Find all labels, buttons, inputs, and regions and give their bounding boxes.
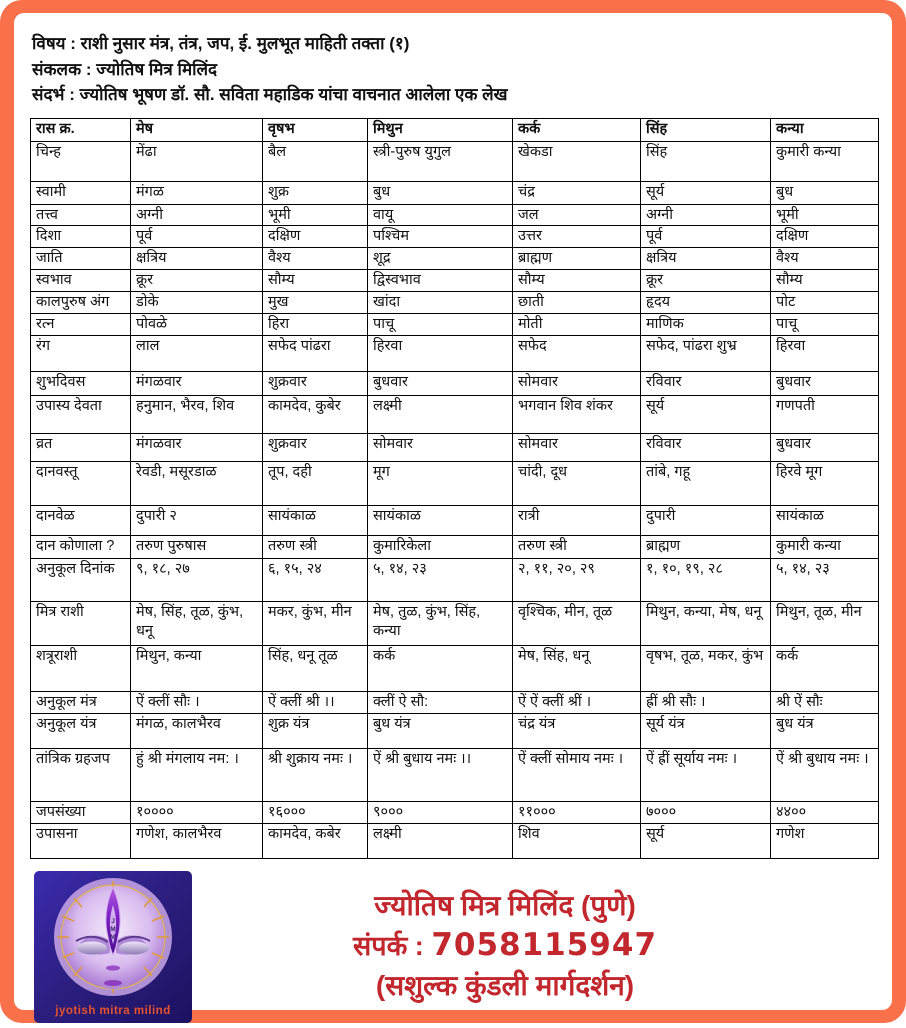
table-cell: ६, १५, २४ [263,558,368,601]
table-cell: माणिक [641,313,771,335]
table-cell: तूप, दही [263,461,368,505]
table-cell: पाचू [368,313,513,335]
table-cell: अग्नी [131,204,263,226]
table-cell: क्रूर [131,270,263,292]
row-label: उपासना [31,823,131,858]
table-cell: कामदेव, कुबेर [263,395,368,433]
table-cell: सायंकाळ [368,505,513,535]
phone-number: 7058115947 [431,926,658,963]
table-cell: शुक्रवार [263,433,368,461]
column-header: कर्क [513,118,641,141]
table-cell: सिंह [641,141,771,181]
footer-note: (सशुल्क कुंडली मार्गदर्शन) [375,969,635,1001]
table-row [31,801,879,823]
row-label: दानवस्तू [31,461,131,505]
table-row [31,433,879,461]
table-cell: वायू [368,204,513,226]
table-cell: जल [513,204,641,226]
table-cell: हिरवा [368,335,513,371]
table-cell: सूर्य [641,395,771,433]
table-row [31,141,879,181]
table-cell: बुध [368,181,513,204]
contact-label: संपर्क : [352,930,432,961]
table-cell: लाल [131,335,263,371]
table-cell: भूमी [263,204,368,226]
table-cell: रेवडी, मसूरडाळ [131,461,263,505]
table-cell: पोवळे [131,313,263,335]
table-cell: शुक्र [263,181,368,204]
table-cell: मेंढा [131,141,263,181]
row-label: अनुकूल दिनांक [31,558,131,601]
info-table [30,118,879,859]
table-cell: लक्ष्मी [368,395,513,433]
table-cell: उत्तर [513,226,641,248]
table-cell: बुध यंत्र [771,713,879,748]
table-cell: पाचू [771,313,879,335]
table-cell: शुक्र यंत्र [263,713,368,748]
table-cell: १०००० [131,801,263,823]
document-header [32,31,878,108]
table-cell: खेकडा [513,141,641,181]
table-row [31,226,879,248]
table-cell: कुमारी कन्या [771,141,879,181]
table-cell: वैश्य [771,248,879,270]
table-row [31,313,879,335]
table-cell: ऐं श्री बुधाय नमः ।। [368,748,513,801]
logo-monogram: J [111,917,115,925]
table-cell: १६००० [263,801,368,823]
table-cell: बुधवार [771,433,879,461]
table-cell: हृदय [641,291,771,313]
column-header: सिंह [641,118,771,141]
table-cell: ब्राह्मण [641,535,771,558]
table-row [31,601,879,645]
row-label: दिशा [31,226,131,248]
row-label: शत्रूराशी [31,645,131,691]
table-cell: दक्षिण [771,226,879,248]
table-row [31,823,879,858]
table-cell: शुक्रवार [263,371,368,395]
table-cell: भगवान शिव शंकर [513,395,641,433]
table-cell: खांदा [368,291,513,313]
table-cell: श्री ऐं सौः [771,691,879,713]
compiler-line: संकलक : ज्योतिष मित्र मिलिंद [32,59,218,79]
table-cell: २, ११, २०, २९ [513,558,641,601]
table-row [31,558,879,601]
footer-contact-block [192,871,878,1004]
table-cell: सूर्य [641,181,771,204]
table-cell: अग्नी [641,204,771,226]
table-cell: तांबे, गहू [641,461,771,505]
table-cell: रविवार [641,433,771,461]
table-row [31,535,879,558]
table-row [31,505,879,535]
table-cell: तरुण स्त्री [513,535,641,558]
document-sheet [14,13,892,1017]
table-cell: रात्री [513,505,641,535]
table-cell: तरुण स्त्री [263,535,368,558]
table-cell: सफेद [513,335,641,371]
table-cell: क्रूर [641,270,771,292]
table-cell: १, १०, १९, २८ [641,558,771,601]
table-cell: हिरवे मूग [771,461,879,505]
row-label: तांत्रिक ग्रहजप [31,748,131,801]
table-cell: गणपती [771,395,879,433]
table-row [31,691,879,713]
table-cell: मंगळ, कालभैरव [131,713,263,748]
table-cell: ९००० [368,801,513,823]
table-row [31,395,879,433]
table-cell: ऐं ह्रीं सूर्याय नमः । [641,748,771,801]
table-row [31,713,879,748]
table-cell: मिथुन, कन्या [131,645,263,691]
table-cell: चांदी, दूध [513,461,641,505]
table-cell: कुमारिकेला [368,535,513,558]
table-cell: मुख [263,291,368,313]
table-cell: मंगळवार [131,371,263,395]
table-cell: हिरा [263,313,368,335]
reference-line: संदर्भ : ज्योतिष भूषण डॉ. सौ. सविता महाडिक यांचा वाचनात आलेला एक लेख [32,85,508,104]
table-cell: मेष, सिंह, धनू [513,645,641,691]
table-cell: ऐं क्लीं सोमाय नमः । [513,748,641,801]
table-cell: वृषभ, तूळ, मकर, कुंभ [641,645,771,691]
table-cell: मकर, कुंभ, मीन [263,601,368,645]
table-cell: बुधवार [368,371,513,395]
table-cell: श्री शुक्राय नमः । [263,748,368,801]
table-cell: मंगळवार [131,433,263,461]
table-cell: सौम्य [513,270,641,292]
logo-caption: jyotish mitra milind [55,1004,171,1017]
row-label: स्वभाव [31,270,131,292]
table-row [31,181,879,204]
table-cell: दुपारी २ [131,505,263,535]
table-cell: चंद्र यंत्र [513,713,641,748]
row-label: दान कोणाला ? [31,535,131,558]
row-label: तत्त्व [31,204,131,226]
row-label: दानवेळ [31,505,131,535]
table-cell: ९, १८, २७ [131,558,263,601]
table-cell: सूर्य यंत्र [641,713,771,748]
subject-line: विषय : राशी नुसार मंत्र, तंत्र, जप, ई. मुलभूत माहिती तक्ता (१) [32,34,410,53]
table-cell: क्षत्रिय [641,248,771,270]
table-cell: वैश्य [263,248,368,270]
table-cell: क्लीं ऐ सौ: [368,691,513,713]
table-cell: पश्चिम [368,226,513,248]
table-cell: सूर्य [641,823,771,858]
table-cell: सोमवार [513,433,641,461]
table-row [31,291,879,313]
table-cell: सफेद पांढरा [263,335,368,371]
table-cell: ब्राह्मण [513,248,641,270]
column-header: मेष [131,118,263,141]
table-row [31,748,879,801]
column-header: वृषभ [263,118,368,141]
table-cell: ४४०० [771,801,879,823]
table-cell: गणेश [771,823,879,858]
table-cell: कर्क [771,645,879,691]
table-cell: गणेश, कालभैरव [131,823,263,858]
table-cell: ११००० [513,801,641,823]
row-label: चिन्ह [31,141,131,181]
footer [28,871,878,1028]
table-cell: छाती [513,291,641,313]
corner-header: रास क्र. [31,118,131,141]
logo-image [34,871,192,1023]
table-cell: डोके [131,291,263,313]
table-cell: मंगळ [131,181,263,204]
table-cell: बुधवार [771,371,879,395]
row-label: मित्र राशी [31,601,131,645]
table-row [31,204,879,226]
table-cell: मिथुन, तूळ, मीन [771,601,879,645]
table-cell: कर्क [368,645,513,691]
table-cell: हनुमान, भैरव, शिव [131,395,263,433]
table-cell: बैल [263,141,368,181]
svg-text:M: M [110,925,116,933]
table-cell: सौम्य [771,270,879,292]
table-cell: भूमी [771,204,879,226]
table-cell: दक्षिण [263,226,368,248]
table-cell: ऐं श्री बुधाय नमः । [771,748,879,801]
table-cell: कामदेव, कबेर [263,823,368,858]
table-row [31,248,879,270]
table-row [31,461,879,505]
table-cell: हुं श्री मंगलाय नम: । [131,748,263,801]
table-cell: सफेद, पांढरा शुभ्र [641,335,771,371]
table-cell: ५, १४, २३ [368,558,513,601]
table-row [31,270,879,292]
table-cell: सिंह, धनू तूळ [263,645,368,691]
footer-contact-line [192,925,818,967]
table-cell: बुध यंत्र [368,713,513,748]
row-label: जाति [31,248,131,270]
table-cell: ५, १४, २३ [771,558,879,601]
table-row [31,645,879,691]
table-cell: बुध [771,181,879,204]
table-cell: चंद्र [513,181,641,204]
table-cell: ऐं ऐं क्लीं श्रीं । [513,691,641,713]
row-label: रत्न [31,313,131,335]
column-header: कन्या [771,118,879,141]
row-label: कालपुरुष अंग [31,291,131,313]
table-cell: शूद्र [368,248,513,270]
footer-org-name: ज्योतिष मित्र मिलिंद (पुणे) [374,889,636,921]
column-header: मिथुन [368,118,513,141]
table-cell: मेष, तुळ, कुंभ, सिंह, कन्या [368,601,513,645]
svg-text:M: M [110,933,116,941]
table-cell: लक्ष्मी [368,823,513,858]
table-cell: पोट [771,291,879,313]
table-cell: ७००० [641,801,771,823]
table-cell: सायंकाळ [263,505,368,535]
table-cell: स्त्री-पुरुष युगुल [368,141,513,181]
table-cell: वृश्चिक, मीन, तूळ [513,601,641,645]
table-cell: क्षत्रिय [131,248,263,270]
table-cell: मूग [368,461,513,505]
table-cell: सोमवार [368,433,513,461]
row-label: उपास्य देवता [31,395,131,433]
table-cell: सौम्य [263,270,368,292]
table-cell: शिव [513,823,641,858]
row-label: व्रत [31,433,131,461]
row-label: रंग [31,335,131,371]
table-cell: ऐं क्लीं श्री ।। [263,691,368,713]
table-cell: दुपारी [641,505,771,535]
table-cell: हिरवा [771,335,879,371]
row-label: अनुकूल यंत्र [31,713,131,748]
table-cell: मोती [513,313,641,335]
table-cell: द्विस्वभाव [368,270,513,292]
table-cell: पूर्व [131,226,263,248]
row-label: अनुकूल मंत्र [31,691,131,713]
table-cell: सायंकाळ [771,505,879,535]
table-cell: सोमवार [513,371,641,395]
table-cell: मिथुन, कन्या, मेष, धनू [641,601,771,645]
logo [34,871,192,1028]
table-cell: पूर्व [641,226,771,248]
table-cell: मेष, सिंह, तूळ, कुंभ, धनू [131,601,263,645]
table-row [31,371,879,395]
row-label: जपसंख्या [31,801,131,823]
table-cell: तरुण पुरुषास [131,535,263,558]
table-cell: ह्रीं श्री सौः । [641,691,771,713]
row-label: शुभदिवस [31,371,131,395]
row-label: स्वामी [31,181,131,204]
table-cell: रविवार [641,371,771,395]
table-cell: कुमारी कन्या [771,535,879,558]
table-cell: ऐं क्लीं सौः । [131,691,263,713]
table-row [31,335,879,371]
info-table-body [31,118,879,858]
